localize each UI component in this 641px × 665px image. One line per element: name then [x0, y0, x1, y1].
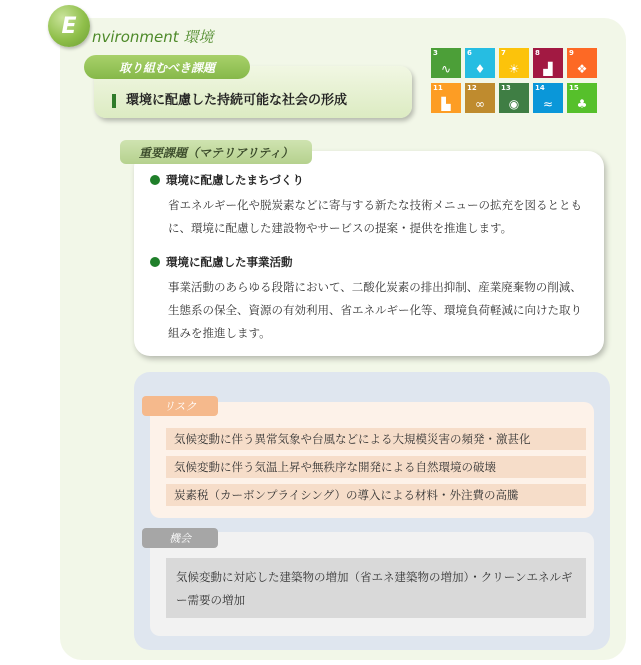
- materiality-item-body: 事業活動のあらゆる段階において、二酸化炭素の排出抑制、産業廃棄物の削減、生態系の保全、資源の有効利用、省エネルギー化等、環境負荷軽減に向けた取り組みを推進します。: [168, 280, 582, 340]
- sdg-number: 6: [467, 49, 472, 57]
- sdg-15-tree-icon: [567, 83, 597, 113]
- e-badge-icon: [48, 5, 90, 47]
- materiality-item: [150, 254, 588, 345]
- opportunity-label: 機会: [142, 528, 218, 548]
- sdg-8-growth-icon: [533, 48, 563, 78]
- risk-item: 炭素税（カーボンプライシング）の導入による材料・外注費の高騰: [166, 484, 586, 506]
- badge-letter: E: [61, 13, 77, 39]
- risk-label: リスク: [142, 396, 218, 416]
- materiality-label: 重要課題（マテリアリティ）: [120, 140, 312, 164]
- sdg-number: 7: [501, 49, 506, 57]
- materiality-item-heading: 環境に配慮した事業活動: [166, 255, 293, 269]
- sdg-number: 13: [501, 84, 511, 92]
- heartbeat-icon: ∿: [440, 62, 452, 76]
- agenda-label: 取り組むべき課題: [84, 55, 250, 79]
- infinity-icon: ∞: [475, 97, 485, 111]
- tree-icon: ♣: [576, 97, 588, 111]
- risk-item: 気候変動に伴う気温上昇や無秩序な開発による自然環境の破壊: [166, 456, 586, 478]
- sdg-number: 12: [467, 84, 477, 92]
- materiality-item: [150, 172, 588, 240]
- sdg-14-fish-icon: [533, 83, 563, 113]
- sdg-13-eye-icon: [499, 83, 529, 113]
- sdg-number: 8: [535, 49, 540, 57]
- sdg-number: 14: [535, 84, 545, 92]
- fish-icon: ≈: [542, 97, 554, 111]
- sdg-12-infinity-icon: [465, 83, 495, 113]
- risk-item: 気候変動に伴う異常気象や台風などによる大規模災害の頻発・激甚化: [166, 428, 586, 450]
- water-drop-icon: ♦: [474, 62, 486, 76]
- blocks-icon: ❖: [576, 62, 588, 76]
- sdg-icon-grid: [431, 48, 599, 113]
- materiality-item-body: 省エネルギー化や脱炭素などに寄与する新たな技術メニューの拡充を図るとともに、環境に配慮した建設物やサービスの提案・提供を推進します。: [168, 198, 582, 235]
- materiality-item-heading: 環境に配慮したまちづくり: [166, 173, 304, 187]
- sdg-number: 3: [433, 49, 438, 57]
- sdg-number: 9: [569, 49, 574, 57]
- section-title: nvironment 環境: [92, 28, 214, 46]
- bullet-icon: [150, 175, 160, 185]
- bullet-icon: [150, 257, 160, 267]
- city-icon: ▙: [441, 97, 451, 111]
- sdg-number: 15: [569, 84, 579, 92]
- sdg-11-city-icon: [431, 83, 461, 113]
- eye-icon: ◉: [508, 97, 520, 111]
- opportunity-item: 気候変動に対応した建築物の増加（省エネ建築物の増加）・クリーンエネルギー需要の増加: [166, 558, 586, 618]
- sdg-7-sun-icon: [499, 48, 529, 78]
- sdg-9-blocks-icon: [567, 48, 597, 78]
- sdg-number: 11: [433, 84, 443, 92]
- sdg-3-heartbeat-icon: [431, 48, 461, 78]
- sun-icon: ☀: [508, 62, 520, 76]
- agenda-text: 環境に配慮した持続可能な社会の形成: [112, 94, 347, 108]
- growth-icon: ▟: [543, 62, 553, 76]
- sdg-6-water-drop-icon: [465, 48, 495, 78]
